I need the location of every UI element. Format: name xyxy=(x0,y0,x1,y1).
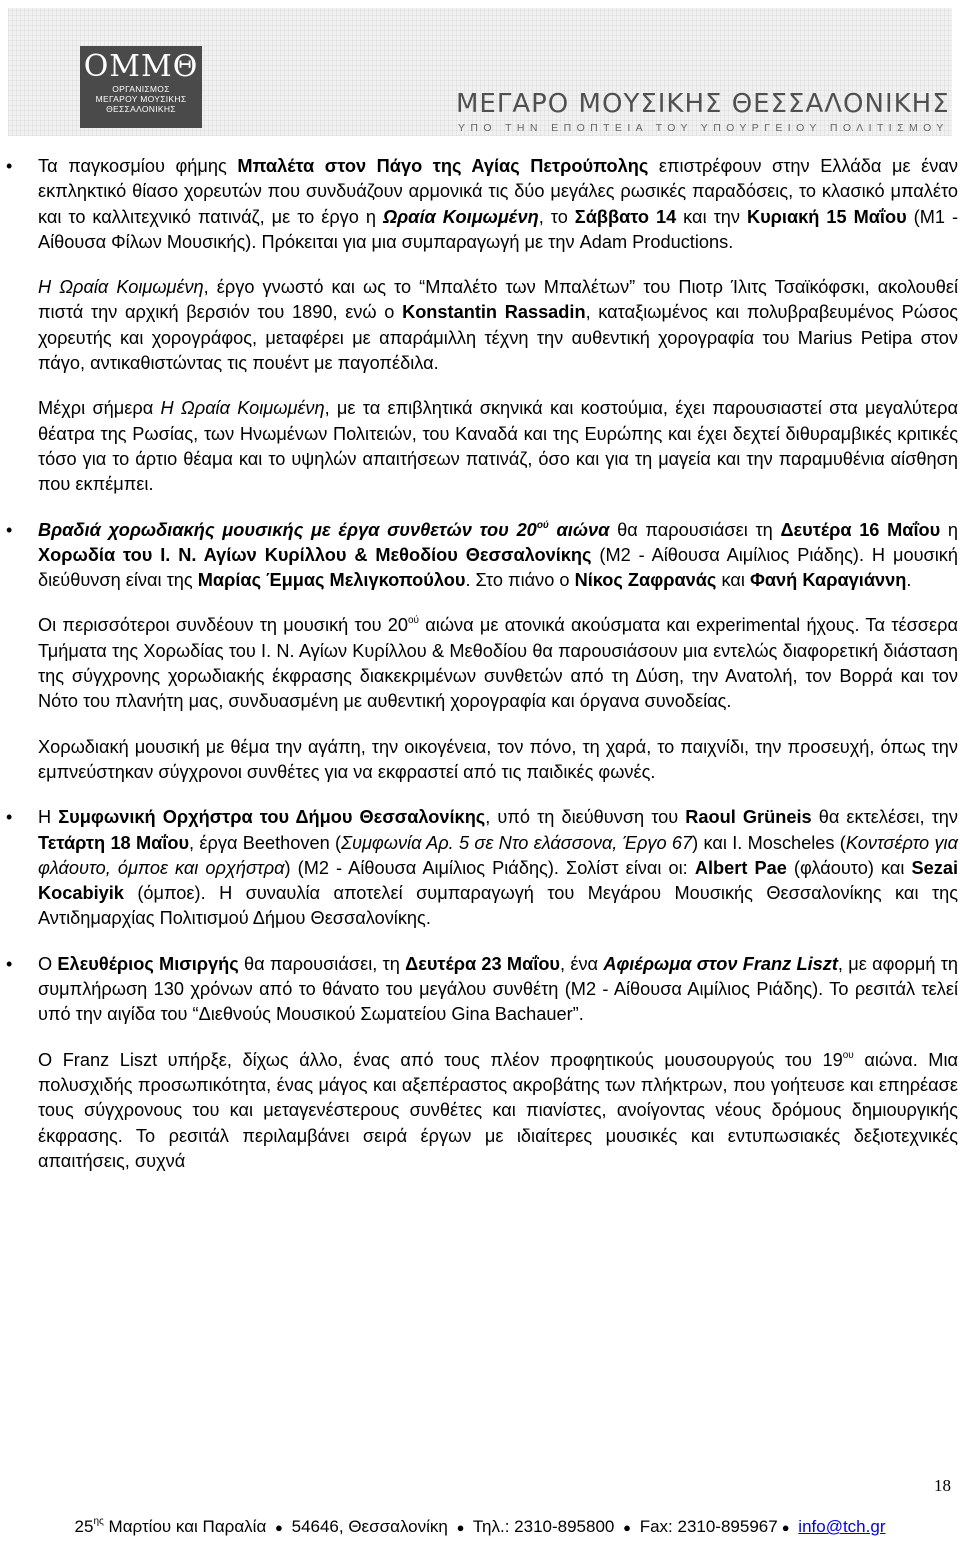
footer-contact xyxy=(0,1517,960,1537)
logo-line-1: ΟΡΓΑΝΙΣΜΟΣ xyxy=(112,84,170,94)
paragraph-sleeping-beauty-reviews: Μέχρι σήμερα Η Ωραία Κοιμωμένη, με τα επιβλητικά σκηνικά και κοστούμια, έχει παρουσιαστεί στα μεγαλύτερα θέατρα της Ρωσίας, των Ηνωμένων Πολιτειών, του Καναδά και της Ευρώπης και έχει δεχτεί διθυραμβικές κριτικές τόσο για το άρτιο θέαμα και το υψηλών απαιτήσεων πατινάζ, όσο και για τη μαγεία και την παραμυθένια αίσθηση που εκπέμπει. xyxy=(38,398,959,495)
document-body xyxy=(38,154,958,1174)
letterhead xyxy=(0,0,960,140)
bullet-separator-icon: ● xyxy=(623,1520,631,1535)
footer-address-number: 25 xyxy=(74,1517,94,1536)
logo-line-3: ΘΕΣΣΑΛΟΝΙΚΗΣ xyxy=(106,104,176,114)
paragraph-symphony-orchestra: • Η Συμφωνική Ορχήστρα του Δήμου Θεσσαλονίκης, υπό τη διεύθυνση του Raoul Grüneis θα εκτελέσει, την Τετάρτη 18 Μαΐου, έργα Beethoven (Συμφωνία Αρ. 5 σε Ντο ελάσσονα, Έργο 67) και Ι. Moscheles (Κοντσέρτο για φλάουτο, όμποε και ορχήστρα) (Μ2 - Αίθουσα Αιμίλιος Ριάδης). Σολίστ είναι οι: Albert Pae (φλάουτο) και Sezai Kocabiyik (όμποε). Η συναυλία αποτελεί συμπαραγωγή του Μεγάρου Μουσικής Θεσσαλονίκης και της Αντιδημαρχίας Πολιτισμού Δήμου Θεσσαλονίκης. xyxy=(38,805,958,931)
footer-email-link[interactable]: info@tch.gr xyxy=(798,1517,886,1536)
logo-mark: OMMΘ xyxy=(83,49,199,84)
footer-telephone: Τηλ.: 2310-895800 xyxy=(472,1517,615,1536)
paragraph-sleeping-beauty: Η Ωραία Κοιμωμένη, έργο γνωστό και ως το “Μπαλέτο των Μπαλέτων” του Πιοτρ Ίλιτς Τσαϊκόφσκι, ακολουθεί πιστά την αρχική βερσιόν του 1890, ενώ ο Konstantin Rassadin, καταξιωμένος και πολυβραβευμένος Ρώσος χορευτής και χορογράφος, μεταφέρει με απαράμιλλη τέχνη την αυθεντική χορογραφία του Marius Petipa στον πάγο, αντικαθιστώντας τις πουέντ με παγοπέδιλα. xyxy=(38,277,959,374)
footer-postal: 54646, Θεσσαλονίκη xyxy=(291,1517,448,1536)
footer-address: Μαρτίου και Παραλία xyxy=(103,1517,267,1536)
bullet-separator-icon: ● xyxy=(781,1520,790,1535)
page-number: 18 xyxy=(934,1476,951,1495)
letterhead-subtitle: ΥΠΟ ΤΗΝ ΕΠΟΠΤΕΙΑ ΤΟΥ ΥΠΟΥΡΓΕΙΟΥ ΠΟΛΙΤΙΣΜΟΥ xyxy=(458,122,949,134)
paragraph-ice-ballet: • Τα παγκοσμίου φήμης Μπαλέτα στον Πάγο της Αγίας Πετρούπολης επιστρέφουν στην Ελλάδα με έναν εκπληκτικό θίασο χορευτών που συνδυάζουν αρμονικά τις δύο μεγάλες ρωσικές παραδόσεις, το κλασικό μπαλέτο και το καλλιτεχνικό πατινάζ, με το έργο η Ωραία Κοιμωμένη, το Σάββατο 14 και την Κυριακή 15 Μαΐου (Μ1 - Αίθουσα Φίλων Μουσικής). Πρόκειται για μια συμπαραγωγή με την Adam Productions. xyxy=(38,154,958,255)
letterhead-title: ΜΕΓΑΡΟ ΜΟΥΣΙΚΗΣ ΘΕΣΣΑΛΟΝΙΚΗΣ xyxy=(456,89,950,119)
footer-fax: Fax: 2310-895967 xyxy=(639,1517,778,1536)
paragraph-liszt-tribute: • Ο Ελευθέριος Μισιργής θα παρουσιάσει, τη Δευτέρα 23 Μαΐου, ένα Αφιέρωμα στον Franz Liszt, με αφορμή τη συμπλήρωση 130 χρόνων από το θάνατο του μεγάλου συνθέτη (Μ2 - Αίθουσα Αιμίλιος Ριάδης). Το ρεσιτάλ τελεί υπό την αιγίδα του “Διεθνούς Μουσικού Σωματείου Gina Bachauer”. xyxy=(38,952,958,1028)
ommth-logo xyxy=(80,46,202,128)
paragraph-choral-evening: • Βραδιά χορωδιακής μουσικής με έργα συνθετών του $20^{oύ}$ αιώνα θα παρουσιάσει τη Δευτέρα 16 Μαΐου η Χορωδία του Ι. Ν. Αγίων Κυρίλλου & Μεθοδίου Θεσσαλονίκης (Μ2 - Αίθουσα Αιμίλιος Ριάδης). Η μουσική διεύθυνση είναι της Μαρίας Έμμας Μελιγκοπούλου. Στο πιάνο ο Νίκος Ζαφρανάς και Φανή Καραγιάννη. xyxy=(38,518,958,594)
paragraph-choral-themes: Χορωδιακή μουσική με θέμα την αγάπη, την οικογένεια, τον πόνο, τη χαρά, το παιχνίδι, την προσευχή, όπως την εμπνεύστηκαν σύγχρονοι συνθέτες για να εκφραστεί από τις παιδικές φωνές. xyxy=(38,736,958,782)
footer-address-suffix: ης xyxy=(93,1516,104,1527)
bullet-separator-icon: ● xyxy=(275,1520,283,1535)
paragraph-liszt-description: O Franz Liszt υπήρξε, δίχως άλλο, ένας από τους πλέον προφητικούς μουσουργούς του $19^{o\upsilon}$ αιώνα. Μια πολυσχιδής προσωπικότητα, ένας μάγος και αξεπέραστος ακροβάτης των πλήκτρων, που γοήτευσε και επηρέασε τους σύγχρονους του και μεταγενέστερους συνθέτες και πιανίστες, ανοίγοντας νέους δρόμους δημιουργικής έκφρασης. Το ρεσιτάλ περιλαμβάνει σειρά έργων με ιδιαίτερες μουσικές και εντυπωσιακές δεξιοτεχνικές απαιτήσεις, συχνά xyxy=(38,1049,959,1171)
bullet-separator-icon: ● xyxy=(456,1520,465,1535)
logo-line-2: ΜΕΓΑΡΟΥ ΜΟΥΣΙΚΗΣ xyxy=(95,94,187,104)
paragraph-choral-description: Οι περισσότεροι συνδέουν τη μουσική του $20^{oύ}$ αιώνα με ατονικά ακούσματα και experimental ήχους. Τα τέσσερα Τμήματα της Χορωδίας του Ι. Ν. Αγίων Κυρίλλου & Μεθοδίου θα παρουσιάσουν μια εντελώς διαφορετική διάσταση της σύγχρονης χορωδιακής έκφρασης διακεκριμένων συνθετών από τη Δύση, την Ανατολή, τον Βορρά και τον Νότο του πλανήτη μας, συνδυασμένη με αυθεντική χορογραφία και όργανα συνοδείας. xyxy=(38,615,958,712)
